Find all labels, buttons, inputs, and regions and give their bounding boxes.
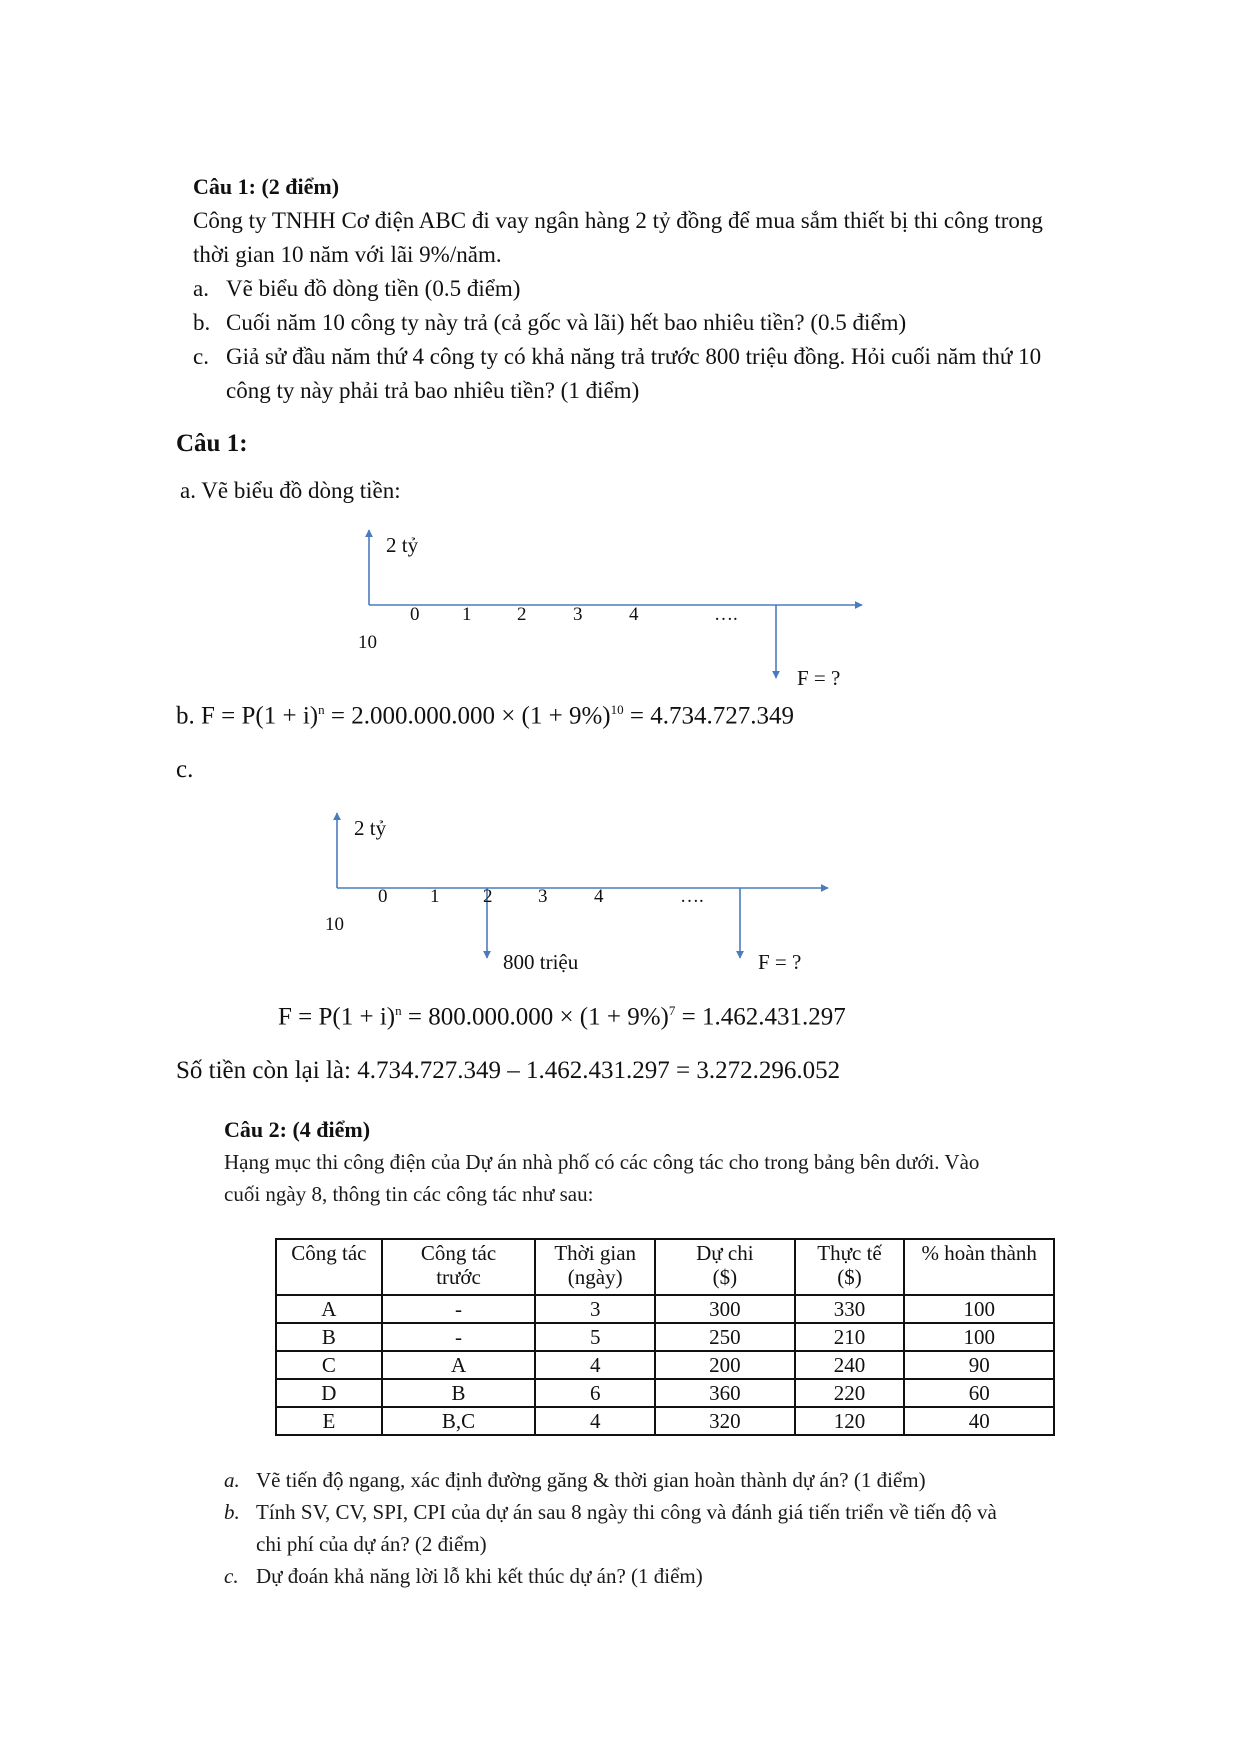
answer-1-title: Câu 1: [176, 430, 248, 457]
answer-1-b-marker: b. [176, 702, 195, 730]
table-row [276, 1351, 1054, 1379]
question-1-item-a: Vẽ biểu đồ dòng tiền (0.5 điểm) [226, 276, 521, 301]
diagram-2-tick-4: 4 [594, 886, 604, 907]
diagram-1-tick-1: 1 [462, 604, 472, 625]
answer-1-b-result: = 4.734.727.349 [623, 702, 794, 730]
question-1-item-c-marker: c. [193, 344, 209, 369]
cell-actual: 240 [795, 1351, 905, 1379]
cell-percent: 90 [904, 1351, 1054, 1379]
cell-predecessor: B,C [382, 1407, 536, 1435]
question-2-intro-line2: cuối ngày 8, thông tin các công tác như sau: [224, 1182, 594, 1206]
question-1-item-b-marker: b. [193, 310, 211, 335]
question-2-item-a-marker: a. [224, 1468, 240, 1492]
answer-1-c-label: c. [176, 756, 194, 783]
answer-1-c-formula [278, 1003, 846, 1031]
question-1-item-c-line1: Giả sử đầu năm thứ 4 công ty có khả năng trả trước 800 triệu đồng. Hỏi cuối năm thứ 10 [226, 344, 1042, 369]
table-row [276, 1379, 1054, 1407]
diagram-1-tick-4: 4 [629, 604, 639, 625]
cell-actual: 120 [795, 1407, 905, 1435]
cell-budget: 320 [655, 1407, 795, 1435]
header-predecessor: Công tác trước [382, 1239, 536, 1295]
cell-predecessor: - [382, 1295, 536, 1323]
question-1-intro-line1: Công ty TNHH Cơ điện ABC đi vay ngân hàng 2 tỷ đồng để mua sắm thiết bị thi công trong [193, 208, 1043, 233]
work-table [275, 1238, 1055, 1436]
header-actual: Thực tế ($) [795, 1239, 905, 1295]
diagram-1-tick-0: 0 [410, 604, 420, 625]
cell-percent: 100 [904, 1295, 1054, 1323]
answer-1-b-exp-10: 10 [610, 702, 624, 717]
cell-work: B [276, 1323, 382, 1351]
question-2-title: Câu 2: (4 điểm) [224, 1117, 371, 1142]
table-row [276, 1323, 1054, 1351]
cell-duration: 4 [535, 1351, 655, 1379]
answer-1-remaining: Số tiền còn lại là: 4.734.727.349 – 1.462.431.297 = 3.272.296.052 [176, 1057, 841, 1084]
diagram-1-inflow-label: 2 tỷ [386, 533, 419, 557]
answer-1-c-mid: = 800.000.000 × (1 + 9%) [401, 1003, 669, 1031]
cell-predecessor: - [382, 1323, 536, 1351]
header-percent-complete: % hoàn thành [904, 1239, 1054, 1295]
cell-actual: 220 [795, 1379, 905, 1407]
question-1-title: Câu 1: (2 điểm) [193, 174, 340, 199]
question-2-intro-line1: Hạng mục thi công điện của Dự án nhà phố có các công tác cho trong bảng bên dưới. Vào [224, 1150, 980, 1174]
cell-actual: 210 [795, 1323, 905, 1351]
diagram-2-ellipsis: …. [680, 886, 704, 907]
question-1-item-a-marker: a. [193, 276, 209, 301]
answer-1-b-exp-n: n [318, 702, 325, 717]
cell-percent: 60 [904, 1379, 1054, 1407]
cell-work: E [276, 1407, 382, 1435]
answer-1-b-mid: = 2.000.000.000 × (1 + 9%) [324, 702, 611, 730]
diagram-2-tick-2: 2 [483, 886, 493, 907]
cell-budget: 250 [655, 1323, 795, 1351]
diagram-2-inflow-label: 2 tỷ [354, 816, 387, 840]
cell-work: A [276, 1295, 382, 1323]
question-2-item-c: Dự đoán khả năng lời lỗ khi kết thúc dự án? (1 điểm) [256, 1564, 703, 1588]
question-1-item-c-line2: công ty này phải trả bao nhiêu tiền? (1 điểm) [226, 378, 640, 403]
diagram-2-mid-outflow-label: 800 triệu [503, 950, 579, 974]
diagram-1-ellipsis: …. [714, 604, 738, 625]
cell-duration: 6 [535, 1379, 655, 1407]
table-row [276, 1295, 1054, 1323]
question-2-item-b-line1: Tính SV, CV, SPI, CPI của dự án sau 8 ngày thi công và đánh giá tiến triển về tiến độ và [256, 1500, 997, 1524]
diagram-2-tick-10: 10 [325, 914, 344, 935]
cell-predecessor: A [382, 1351, 536, 1379]
question-2-item-b-marker: b. [224, 1500, 240, 1524]
cell-percent: 100 [904, 1323, 1054, 1351]
answer-1-c-lhs: F = P(1 + i) [278, 1003, 396, 1031]
header-work: Công tác [276, 1239, 382, 1295]
table-row [276, 1407, 1054, 1435]
answer-1-c-exp-7: 7 [668, 1003, 676, 1018]
diagram-2-tick-1: 1 [430, 886, 440, 907]
header-budget: Dự chi ($) [655, 1239, 795, 1295]
question-2-item-a: Vẽ tiến độ ngang, xác định đường găng & thời gian hoàn thành dự án? (1 điểm) [256, 1468, 926, 1492]
header-duration: Thời gian (ngày) [535, 1239, 655, 1295]
diagram-1-tick-3: 3 [573, 604, 583, 625]
answer-1-c-exp-n: n [395, 1003, 402, 1018]
diagram-1-tick-2: 2 [517, 604, 527, 625]
cell-duration: 3 [535, 1295, 655, 1323]
cell-budget: 360 [655, 1379, 795, 1407]
question-1-item-b: Cuối năm 10 công ty này trả (cả gốc và lãi) hết bao nhiêu tiền? (0.5 điểm) [226, 310, 907, 335]
cell-actual: 330 [795, 1295, 905, 1323]
cell-work: D [276, 1379, 382, 1407]
diagram-1-tick-10: 10 [358, 632, 377, 653]
diagram-2-tick-3: 3 [538, 886, 548, 907]
answer-1-b-lhs: F = P(1 + i) [201, 702, 319, 730]
question-2-item-b-line2: chi phí của dự án? (2 điểm) [256, 1532, 487, 1556]
cell-predecessor: B [382, 1379, 536, 1407]
question-2-item-c-marker: c. [224, 1564, 239, 1588]
cell-percent: 40 [904, 1407, 1054, 1435]
answer-1-a-label: a. Vẽ biểu đồ dòng tiền: [180, 478, 401, 503]
diagram-2-tick-0: 0 [378, 886, 388, 907]
diagram-1-outflow-label: F = ? [797, 666, 841, 690]
question-1-intro-line2: thời gian 10 năm với lãi 9%/năm. [193, 242, 502, 267]
diagram-2-outflow-label: F = ? [758, 950, 802, 974]
cell-duration: 5 [535, 1323, 655, 1351]
cell-budget: 200 [655, 1351, 795, 1379]
answer-1-c-result: = 1.462.431.297 [675, 1003, 846, 1031]
cell-work: C [276, 1351, 382, 1379]
cell-duration: 4 [535, 1407, 655, 1435]
cell-budget: 300 [655, 1295, 795, 1323]
table-header-row [276, 1239, 1054, 1295]
